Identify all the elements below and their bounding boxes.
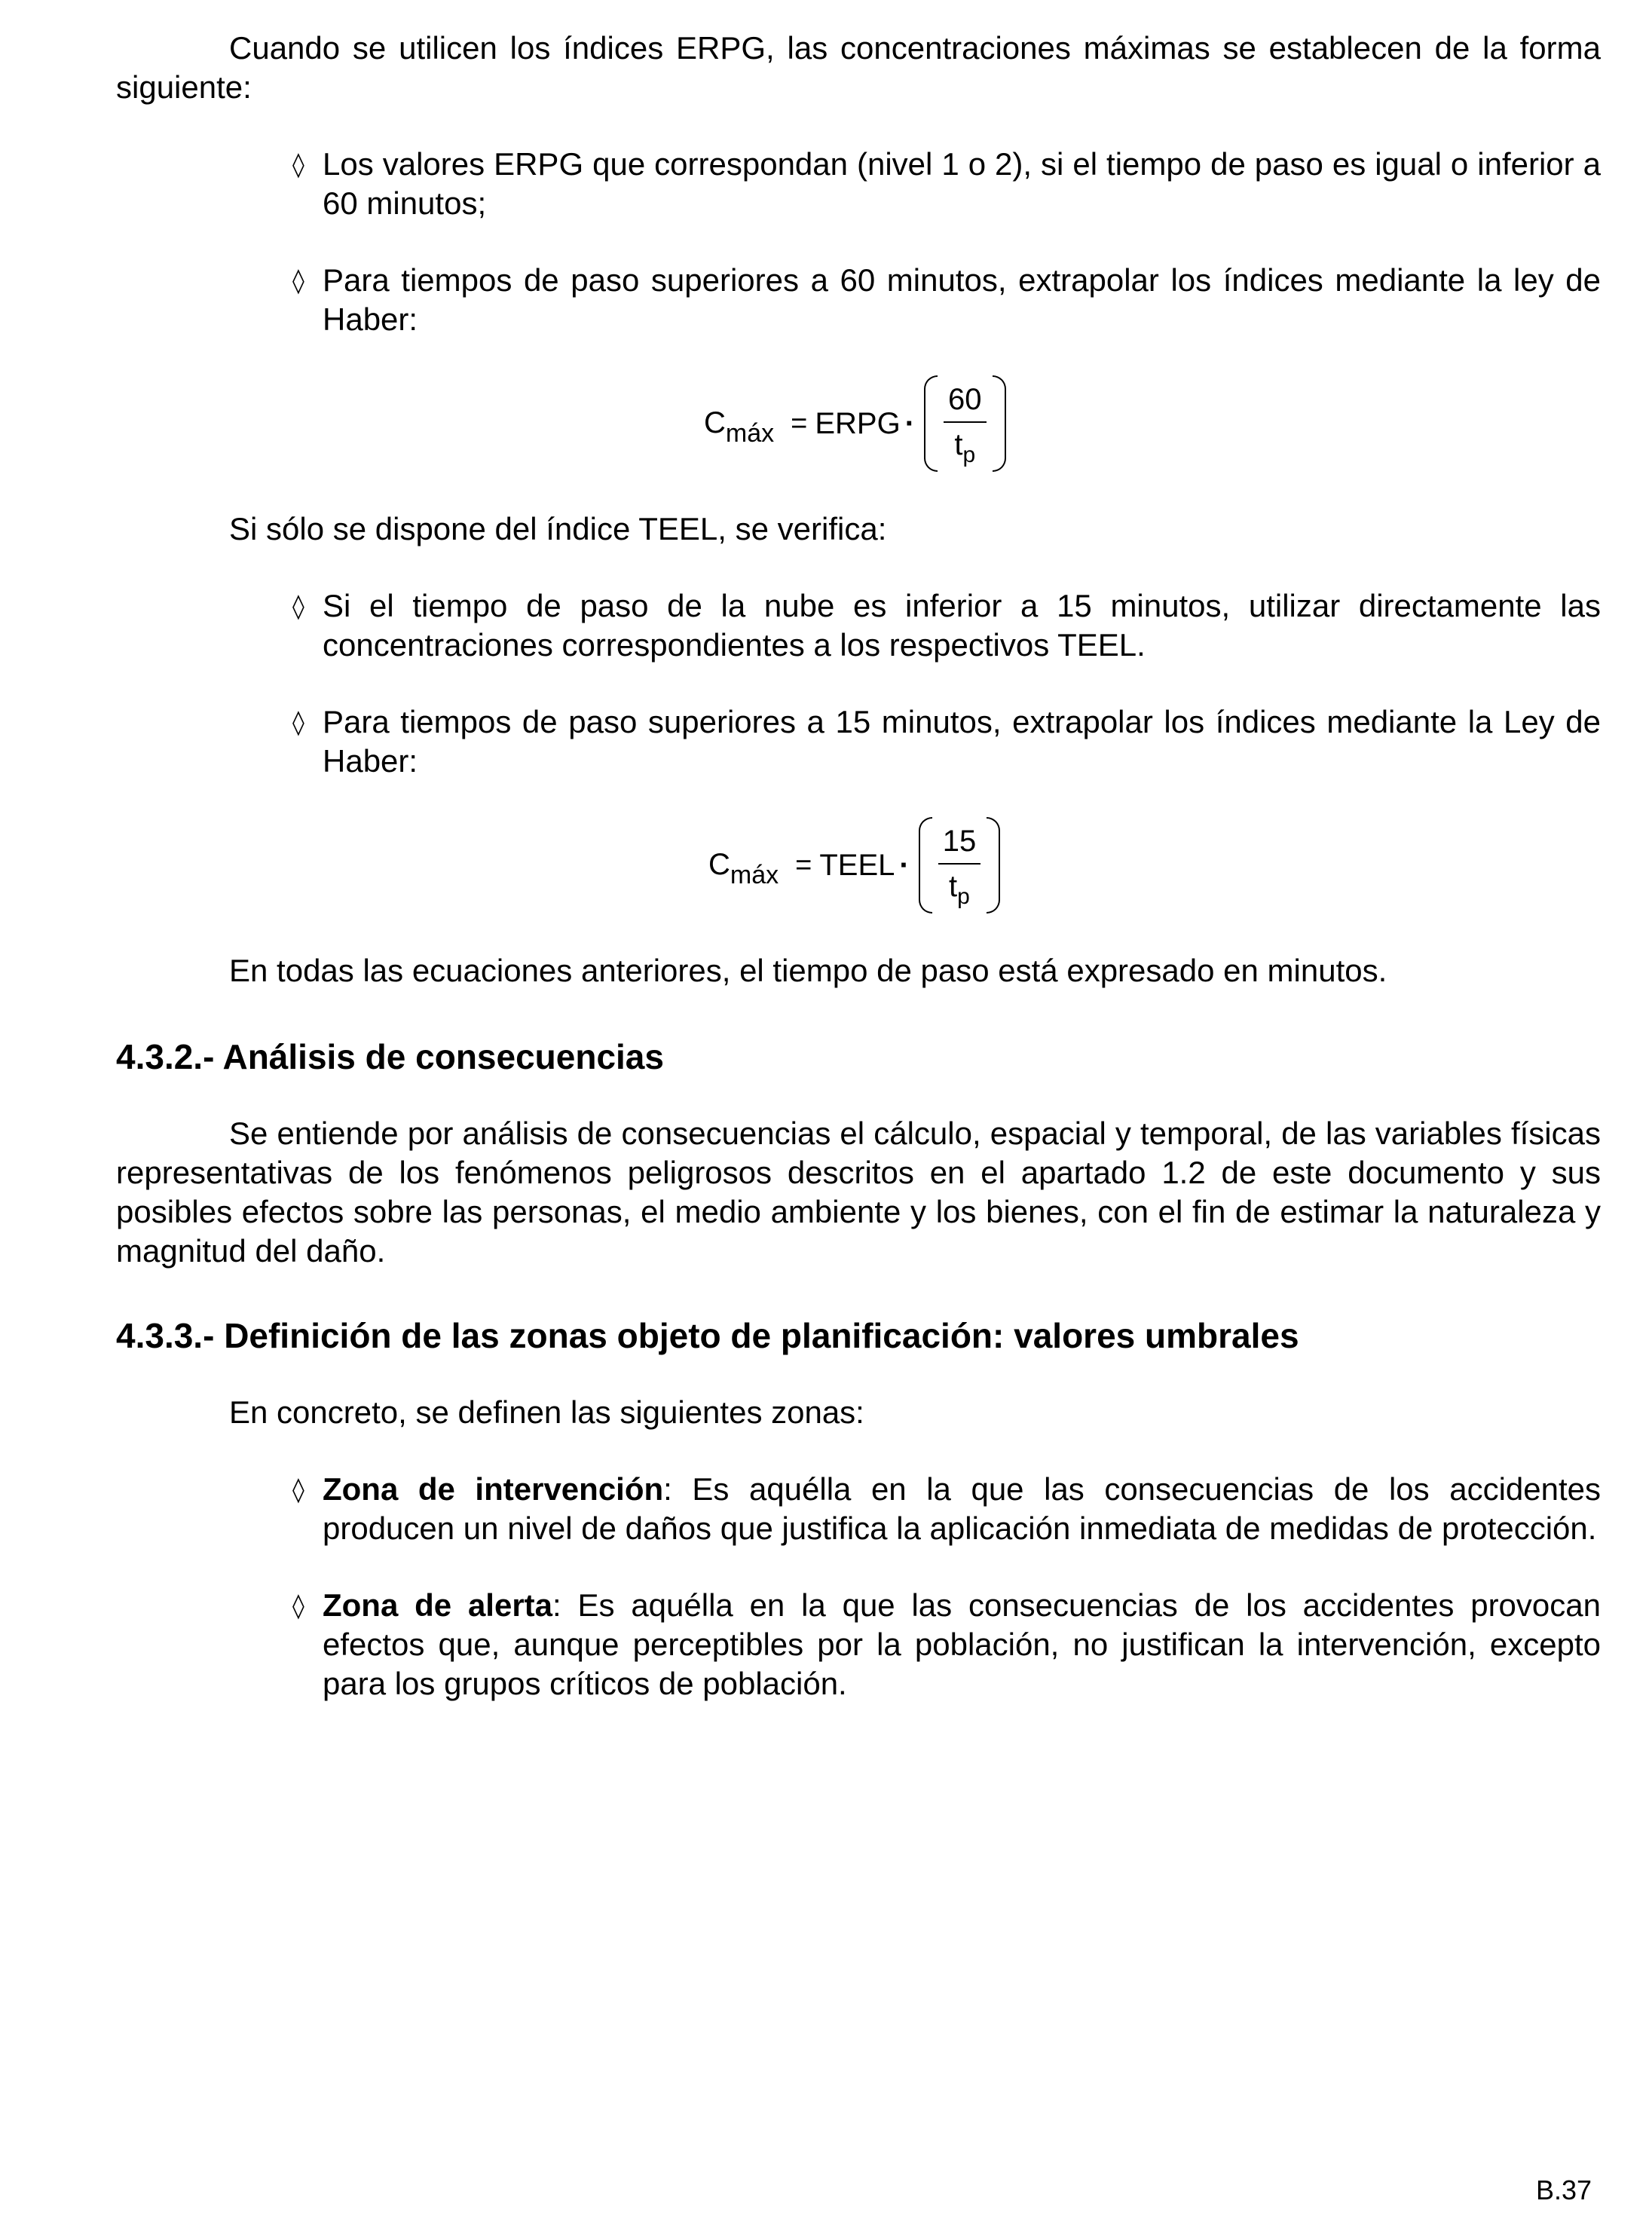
zone-intervention-bullet — [116, 1470, 1601, 1548]
document-page — [116, 29, 1601, 1703]
intro-paragraph: Cuando se utilicen los índices ERPG, las concentraciones máximas se establecen de la forma siguiente: — [116, 30, 1601, 105]
eq-parenthesis — [919, 816, 1001, 915]
eq-lhs: $C_{máx}$ — [708, 848, 779, 889]
zone-alert-bullet — [116, 1586, 1601, 1703]
zones-intro: En concreto, se definen las siguientes zonas: — [229, 1394, 864, 1430]
eq-dot: · — [899, 849, 910, 882]
eq-equals: = — [791, 408, 808, 439]
bullet-text: Para tiempos de paso superiores a 60 minutos, extrapolar los índices mediante la ley de Haber: — [323, 262, 1601, 337]
diamond-bullet-icon: ◊ — [292, 1591, 304, 1620]
erpg-bullet-2 — [116, 261, 1601, 339]
zone-term: Zona de alerta — [323, 1587, 553, 1623]
eq-fraction — [938, 822, 981, 908]
eq-numerator: 15 — [938, 822, 981, 865]
teel-intro: Si sólo se dispone del índice TEEL, se verifica: — [229, 511, 887, 546]
eq-fraction — [944, 381, 987, 467]
section-heading-4-3-2: 4.3.2.- Análisis de consecuencias — [116, 1037, 664, 1076]
diamond-bullet-icon: ◊ — [292, 592, 304, 620]
eq-numerator: 60 — [944, 381, 987, 423]
diamond-bullet-icon: ◊ — [292, 1475, 304, 1504]
eq-index: ERPG — [815, 407, 901, 440]
eq-lhs: $C_{máx}$ — [704, 406, 775, 448]
teel-bullet-2 — [116, 702, 1601, 781]
erpg-bullet-1 — [116, 145, 1601, 223]
equation-erpg — [116, 371, 1601, 476]
page-number: B.37 — [1535, 2175, 1592, 2205]
bullet-text: Los valores ERPG que correspondan (nivel 1 o 2), si el tiempo de paso es igual o inferior a 60 minutos; — [323, 146, 1601, 221]
bullet-text: Si el tiempo de paso de la nube es inferior a 15 minutos, utilizar directamente las concentraciones correspondientes a los respectivos TEEL. — [323, 588, 1601, 663]
eq-denominator: $t_p$ — [954, 428, 976, 467]
eq-denominator: $t_p$ — [949, 870, 970, 909]
minutes-note: En todas las ecuaciones anteriores, el tiempo de paso está expresado en minutos. — [229, 953, 1387, 988]
section-heading-4-3-3: 4.3.3.- Definición de las zonas objeto de planificación: valores umbrales — [116, 1316, 1299, 1355]
eq-dot: · — [904, 407, 916, 440]
diamond-bullet-icon: ◊ — [292, 150, 304, 179]
eq-parenthesis — [924, 374, 1006, 473]
zone-term: Zona de intervención — [323, 1471, 664, 1507]
zone-definition: : Es aquélla en la que las consecuencias de los accidentes provocan efectos que, aunque perceptibles por la población, no justifican la intervención, excepto para los grupos críticos de población. — [323, 1587, 1601, 1701]
teel-bullet-1 — [116, 586, 1601, 665]
consequences-paragraph: Se entiende por análisis de consecuencias el cálculo, espacial y temporal, de las variables físicas representativas de los fenómenos peligrosos descritos en el apartado 1.2 de este documento y sus posibles efectos sobre las personas, el medio ambiente y los bienes, con el fin de estimar la naturaleza y magnitud del daño. — [116, 1116, 1601, 1269]
zone-definition: : Es aquélla en la que las consecuencias de los accidentes producen un nivel de daños que justifica la aplicación inmediata de medidas de protección. — [323, 1471, 1601, 1546]
diamond-bullet-icon: ◊ — [292, 708, 304, 736]
equation-teel — [116, 813, 1601, 918]
eq-index: TEEL — [819, 849, 895, 882]
diamond-bullet-icon: ◊ — [292, 266, 304, 295]
bullet-text: Para tiempos de paso superiores a 15 minutos, extrapolar los índices mediante la Ley de Haber: — [323, 704, 1601, 779]
eq-equals: = — [795, 849, 812, 881]
